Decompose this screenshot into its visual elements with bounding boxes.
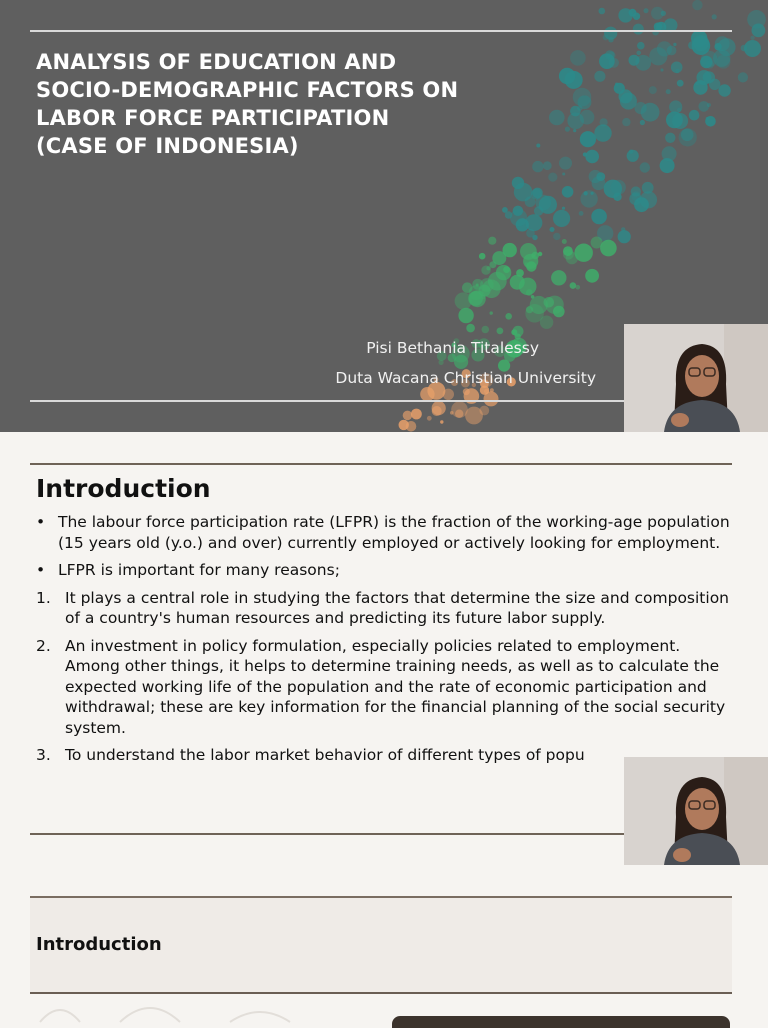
intro-list-item (36, 636, 736, 739)
intro-bullet (36, 512, 736, 553)
author-affiliation: Duta Wacana Christian University (335, 369, 596, 387)
next-slide-heading: Introduction (36, 934, 162, 955)
decorative-sketch (30, 992, 330, 1024)
list-number: 1. (36, 588, 51, 607)
next-slide-header-band (30, 896, 732, 994)
intro-list-item (36, 588, 736, 629)
intro-bottom-rule (30, 833, 624, 835)
title-top-rule (30, 30, 732, 32)
list-text: To understand the labor market behavior of different types of popu (65, 746, 585, 764)
intro-body (36, 512, 736, 773)
presenter-avatar-icon (624, 324, 768, 432)
bullet-marker: • (36, 513, 46, 531)
bullet-text: The labour force participation rate (LFPR) is the fraction of the working-age population (15 years old (y.o.) and over) currently employed or actively looking for employment. (58, 513, 730, 552)
next-slide-image-edge (392, 1016, 730, 1028)
list-text: An investment in policy formulation, especially policies related to employment. Among other things, it helps to determine training needs, as well as to calculate the expected working life of the population and the rate of economic participation and withdrawal; these are key information for the financial planning of the social security system. (65, 636, 726, 737)
list-number: 2. (36, 636, 51, 655)
list-text: It plays a central role in studying the factors that determine the size and composition of a country's human resources and predicting its future labor supply. (65, 588, 730, 627)
title-bottom-rule (30, 400, 626, 402)
intro-top-rule (30, 463, 732, 465)
author-name: Pisi Bethania Titalessy (366, 339, 539, 357)
presenter-webcam-2[interactable] (624, 757, 768, 865)
presenter-avatar-icon (624, 757, 768, 865)
intro-heading: Introduction (36, 474, 211, 503)
presenter-webcam-1[interactable] (624, 324, 768, 432)
bullet-marker: • (36, 561, 46, 579)
intro-bullet (36, 560, 736, 581)
presentation-title: ANALYSIS OF EDUCATION AND SOCIO-DEMOGRAPHIC FACTORS ON LABOR FORCE PARTICIPATION (CASE OF INDONESIA) (36, 50, 459, 158)
bullet-text: LFPR is important for many reasons; (58, 561, 340, 579)
next-slide (0, 892, 768, 1024)
list-number: 3. (36, 746, 51, 764)
